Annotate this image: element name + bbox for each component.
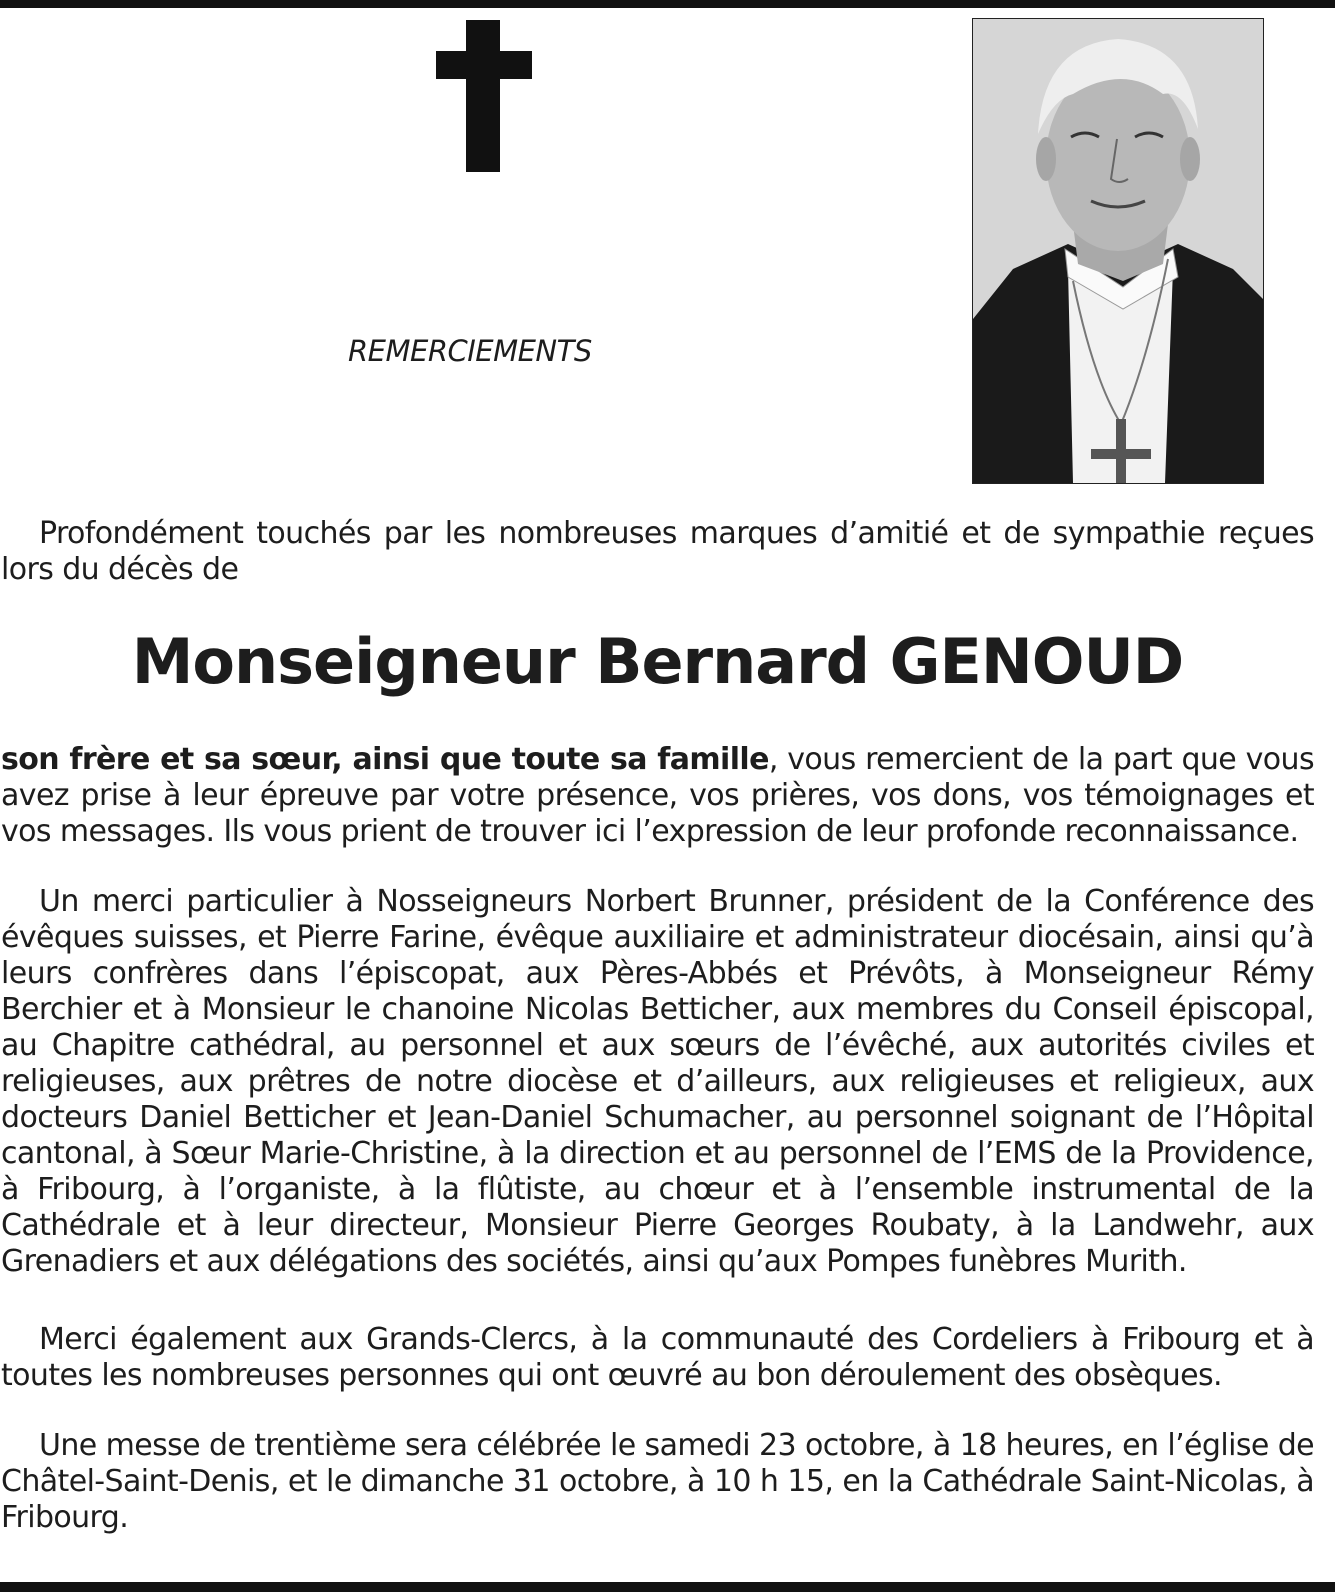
family-members: son frère et sa sœur, ainsi que toute sa famille bbox=[1, 742, 769, 777]
latin-cross-icon bbox=[436, 20, 532, 172]
family-message: , vous remercient de la part que vous avez prise à leur épreuve par votre présence, vos prières, vos dons, vos témoignages et vos messages. Ils vous prient de trouver ici l’expression de leur profonde reconnaissance. bbox=[1, 742, 1314, 849]
intro-paragraph: Profondément touchés par les nombreuses marques d’amitié et de sympathie reçues lors du décès de bbox=[1, 516, 1314, 587]
additional-thanks-paragraph: Merci également aux Grands-Clercs, à la communauté des Cordeliers à Fribourg et à toutes les nombreuses personnes qui ont œuvré au bon déroulement des obsèques. bbox=[1, 1322, 1314, 1393]
portrait-photo bbox=[972, 18, 1264, 484]
deceased-name: Monseigneur Bernard GENOUD bbox=[131, 625, 1184, 698]
notice-heading: REMERCIEMENTS bbox=[348, 334, 592, 368]
particular-thanks-paragraph: Un merci particulier à Nosseigneurs Norbert Brunner, président de la Conférence des évêques suisses, et Pierre Farine, évêque auxiliaire et administrateur diocésain, ainsi qu’à leurs confrères dans l’épiscopat, aux Pères-Abbés et Prévôts, à Monseigneur Rémy Berchier et à Monsieur le chanoine Nicolas Betticher, aux membres du Conseil épiscopal, au Chapitre cathédral, au personnel et aux sœurs de l’évêché, aux autorités civiles et religieuses, aux prêtres de notre diocèse et d’ailleurs, aux religieuses et religieux, aux docteurs Daniel Betticher et Jean-Daniel Schumacher, au personnel soignant de l’Hôpital cantonal, à Sœur Marie-Christine, à la direction et au personnel de l’EMS de la Providence, à Fribourg, à l’organiste, à la flûtiste, au chœur et à l’ensemble instrumental de la Cathédrale et à leur directeur, Monsieur Pierre Georges Roubaty, à la Landwehr, aux Grenadiers et aux délégations des sociétés, ainsi qu’aux Pompes funèbres Murith. bbox=[1, 884, 1314, 1279]
mass-paragraph: Une messe de trentième sera célébrée le samedi 23 octobre, à 18 heures, en l’église de Châtel-Saint-Denis, et le dimanche 31 octobre, à 10 h 15, en la Cathédrale Saint-Nicolas, à Fribourg. bbox=[1, 1428, 1314, 1535]
top-rule bbox=[0, 0, 1335, 8]
family-paragraph bbox=[1, 742, 1314, 850]
bottom-rule bbox=[0, 1582, 1335, 1592]
